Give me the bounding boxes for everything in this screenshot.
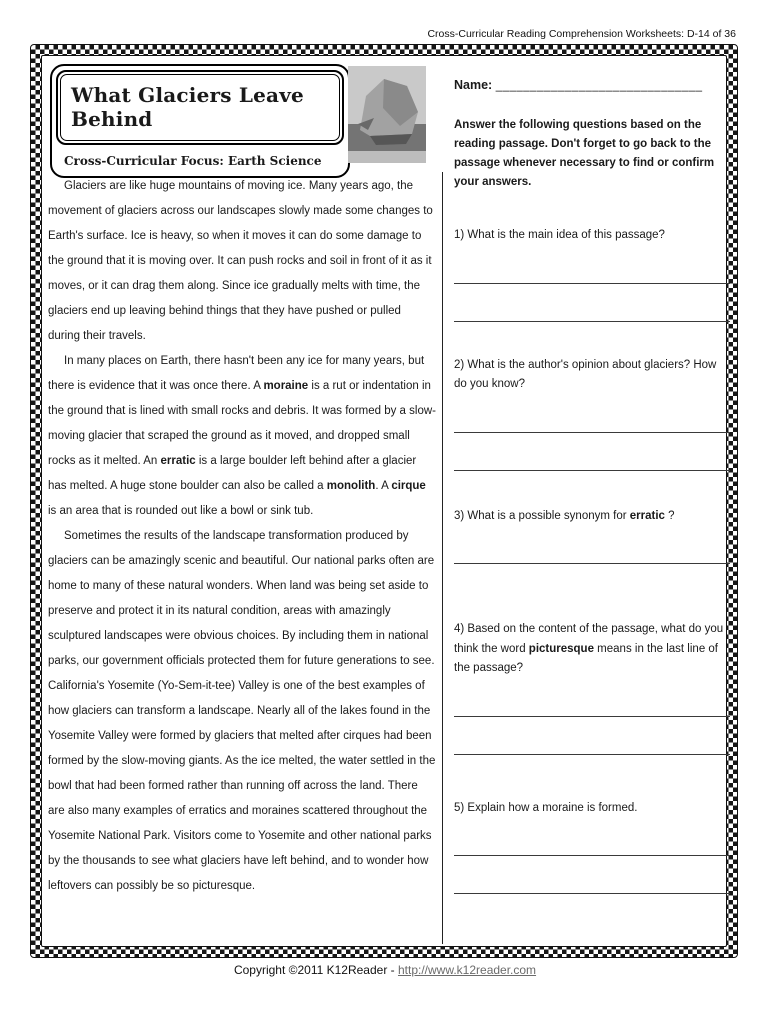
column-divider bbox=[442, 172, 443, 944]
question-text: 1) What is the main idea of this passage? bbox=[454, 229, 665, 241]
answer-lines bbox=[454, 432, 730, 471]
answer-lines bbox=[454, 855, 730, 894]
question-item-4 bbox=[454, 620, 730, 755]
questions-column bbox=[454, 78, 730, 894]
worksheet-subtitle: Cross-Curricular Focus: Earth Science bbox=[64, 154, 322, 168]
question-text: 3) What is a possible synonym for erratic ? bbox=[454, 509, 675, 522]
page-title: What Glaciers Leave Behind bbox=[71, 83, 304, 131]
instructions-text: Answer the following questions based on the reading passage. Don't forget to go back to the passage whenever necessary to find or confirm your answers. bbox=[454, 119, 715, 188]
name-row bbox=[454, 78, 730, 92]
question-text: 5) Explain how a moraine is formed. bbox=[454, 801, 638, 814]
question-item-2 bbox=[454, 356, 730, 471]
question-item-1 bbox=[454, 226, 730, 322]
footer bbox=[0, 963, 770, 977]
title-box bbox=[50, 64, 350, 178]
question-item-5 bbox=[454, 799, 730, 895]
decorative-border bbox=[30, 44, 738, 958]
name-blank-line: ______________________________ bbox=[495, 80, 703, 92]
answer-line bbox=[454, 563, 730, 564]
page-body bbox=[41, 55, 727, 947]
answer-line bbox=[454, 283, 730, 284]
passage-paragraph: In many places on Earth, there hasn't been any ice for many years, but there is evidence that it was once there. A moraine is a rut or indentation in the ground that is lined with small rocks and debris. It was formed by a slow-moving glacier that scraped the ground as it moved, and dropped small rocks as it melted. An erratic is a large boulder left behind after a glacier has melted. A huge stone boulder can also be called a monolith. A cirque is an area that is rounded out like a bowl or sink tub. bbox=[48, 355, 436, 517]
series-label: Cross-Curricular Reading Comprehension Worksheets: D-14 of 36 bbox=[427, 28, 736, 40]
title-frame bbox=[56, 70, 344, 145]
answer-line bbox=[454, 432, 730, 433]
answer-line bbox=[454, 754, 730, 755]
site-link[interactable]: http://www.k12reader.com bbox=[397, 963, 537, 977]
question-item-3 bbox=[454, 507, 730, 565]
name-label: Name: bbox=[454, 78, 493, 92]
answer-lines bbox=[454, 563, 730, 564]
answer-line bbox=[454, 893, 730, 894]
question-text: 4) Based on the content of the passage, what do you think the word picturesque means in the last line of the passage? bbox=[454, 623, 724, 674]
answer-line bbox=[454, 470, 730, 471]
answer-line bbox=[454, 321, 730, 322]
passage-paragraph: Glaciers are like huge mountains of moving ice. Many years ago, the movement of glaciers across our landscapes slowly made some changes to Earth's surface. Ice is heavy, so when it moves it can do some damage to the ground that it is moving over. It can push rocks and soil in front of it as it moves, or it can drag them along. Since ice gradually melts with time, the glaciers end up leaving behind things that they have pushed or pulled during their travels. bbox=[48, 180, 433, 342]
erratic-boulder-image bbox=[348, 66, 426, 163]
passage-paragraph: Sometimes the results of the landscape transformation produced by glaciers can be amazingly scenic and beautiful. Our national parks often are home to many of these natural wonders. When land was being set aside to preserve and protect it in its natural condition, areas with amazingly sculptured landscapes were obvious choices. By including them in national parks, our government officials protected them for future generations to see. California's Yosemite (Yo-Sem-it-tee) Valley is one of the best examples of how glaciers can transform a landscape. Nearly all of the lakes found in the Yosemite Valley were formed by glaciers that melted after cirques had been formed by the slow-moving giants. As the ice melted, the water settled in the bowl that had been formed rather than running off across the land. There are also many examples of erratics and moraines scattered throughout the Yosemite National Park. Visitors come to Yosemite and other national parks by the thousands to see what glaciers have left behind, and to wonder how leftovers can possibly be so picturesque. bbox=[48, 530, 436, 892]
answer-line bbox=[454, 855, 730, 856]
answer-lines bbox=[454, 716, 730, 755]
answer-lines bbox=[454, 283, 730, 322]
copyright-text: Copyright ©2011 K12Reader - bbox=[233, 963, 398, 977]
reading-passage bbox=[48, 174, 436, 899]
question-text: 2) What is the author's opinion about glaciers? How do you know? bbox=[454, 358, 717, 390]
answer-line bbox=[454, 716, 730, 717]
